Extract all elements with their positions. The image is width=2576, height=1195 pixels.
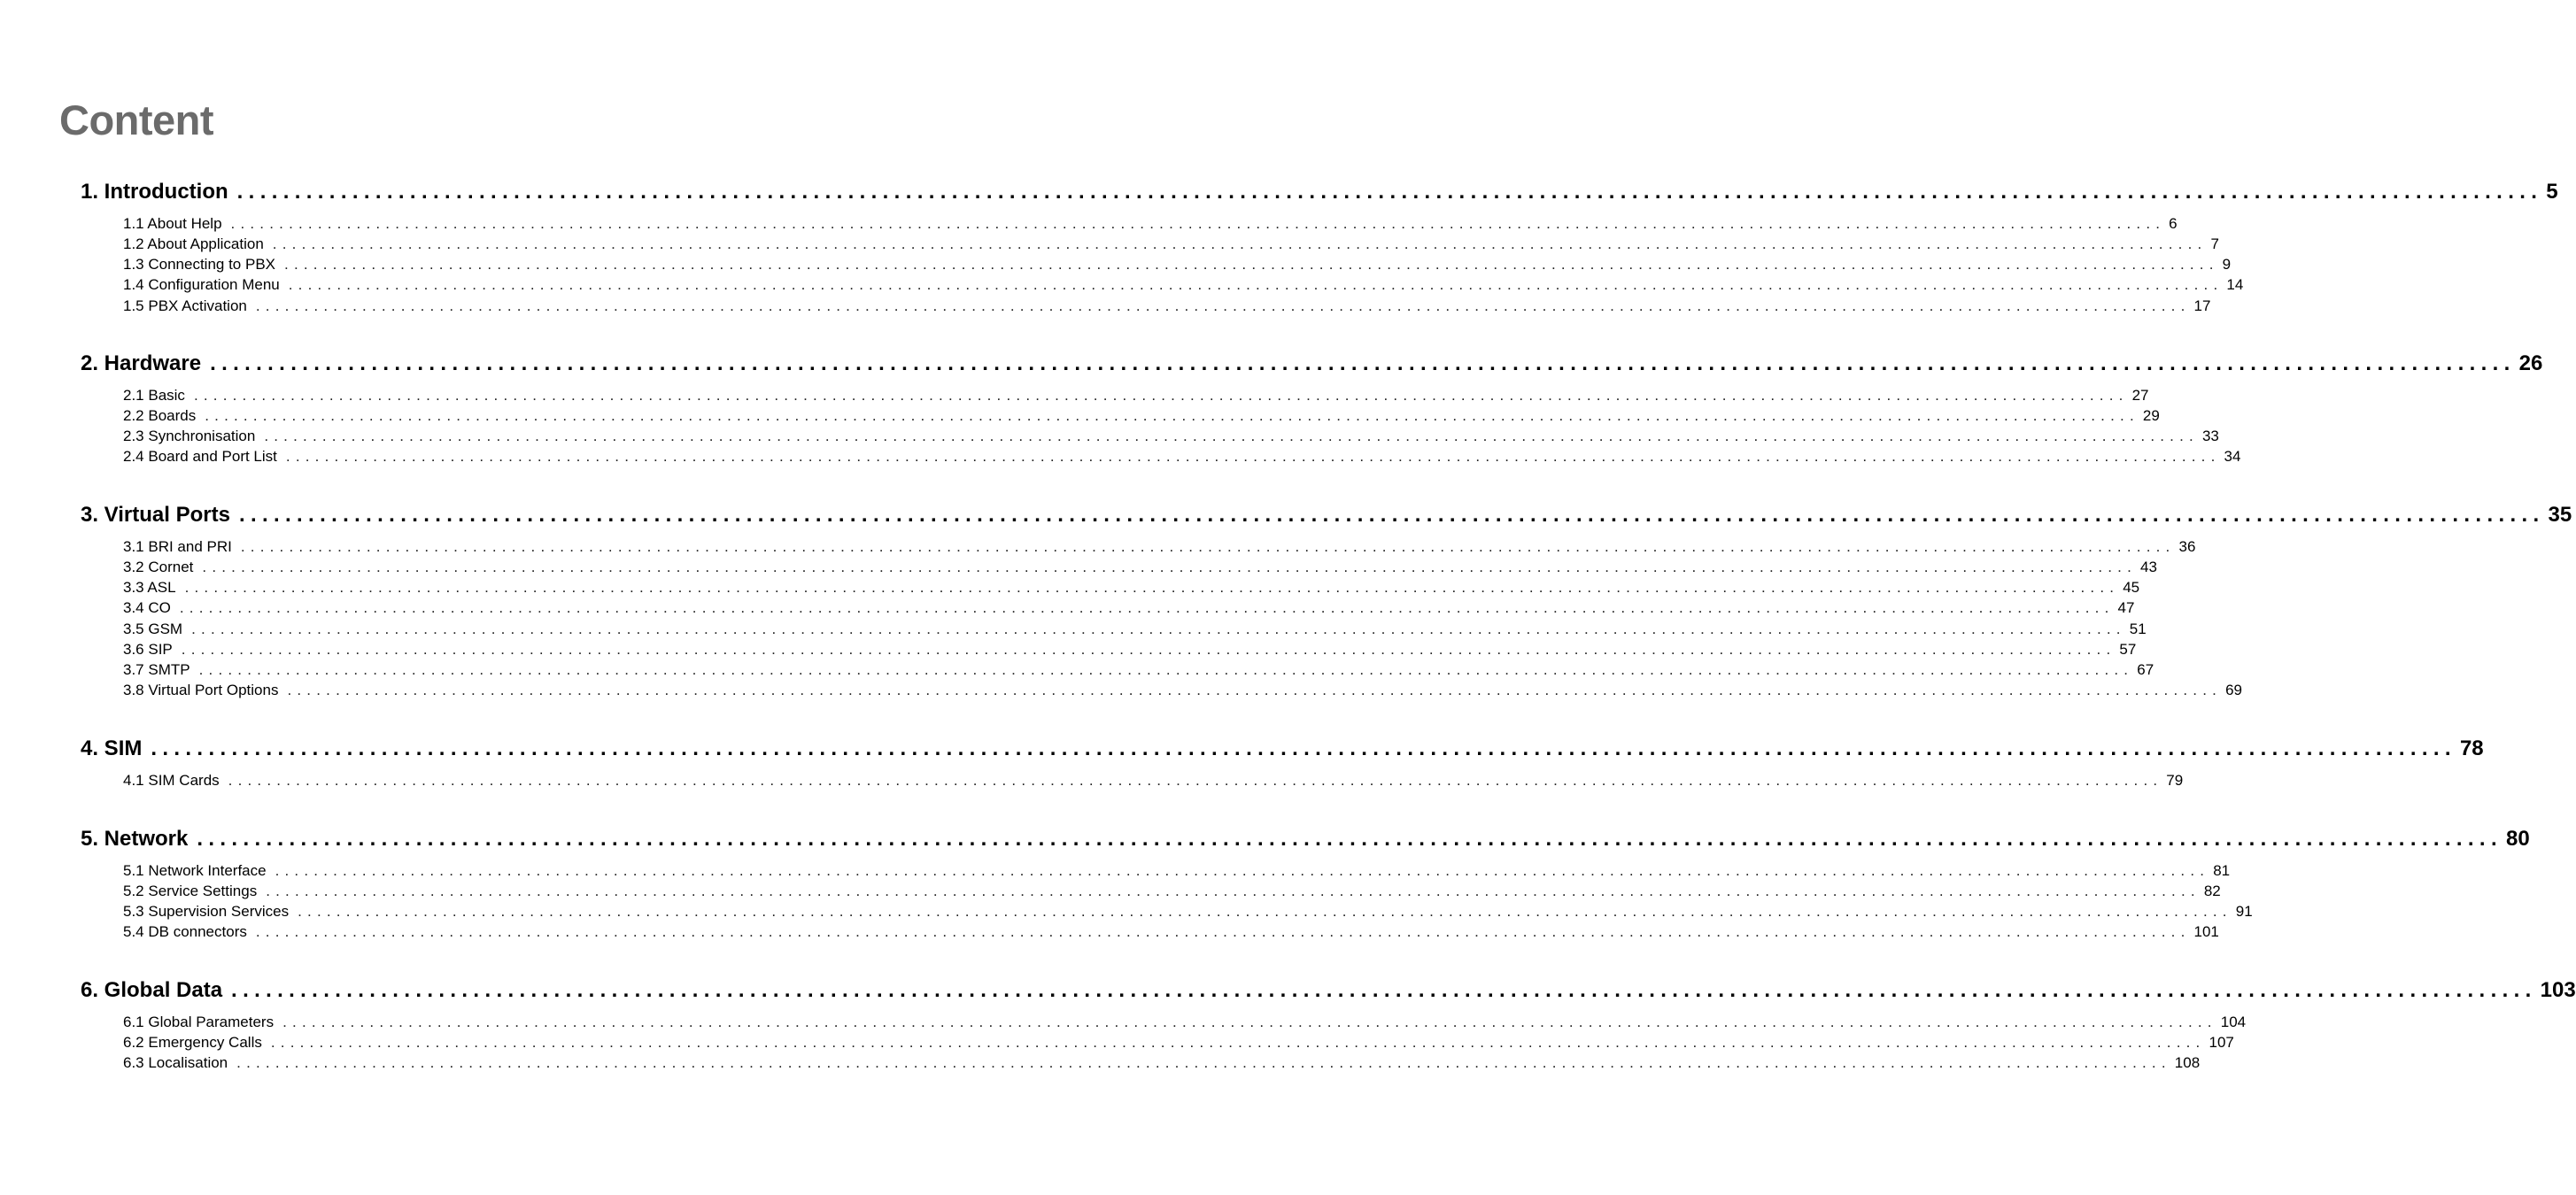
section-title: 2.2 Boards [123, 407, 197, 425]
section-page-number: 101 [2193, 923, 2219, 941]
chapter-title: 5. Network [81, 827, 189, 851]
section-page-number: 104 [2220, 1014, 2247, 1030]
toc-section-entry[interactable] [123, 1034, 2234, 1053]
toc-section-entry[interactable] [123, 297, 2211, 317]
dot-leader: ........................................................................................................................................................................................................ [181, 640, 2116, 658]
section-page-number: 43 [2140, 559, 2157, 576]
toc-section-entry[interactable] [123, 599, 2135, 619]
dot-leader: ........................................................................................................................................................................................................ [282, 1014, 2217, 1030]
toc-section-entry[interactable] [123, 620, 2147, 640]
section-page-number: 29 [2142, 407, 2160, 425]
section-title: 2.3 Synchronisation [123, 428, 256, 445]
section-page-number: 108 [2174, 1054, 2201, 1072]
toc-section-entry[interactable] [123, 579, 2140, 598]
section-title: 4.1 SIM Cards [123, 772, 220, 789]
section-page-number: 47 [2117, 599, 2135, 617]
dot-leader: ........................................................................................................................................................................................................ [230, 215, 2166, 232]
toc-chapter-entry[interactable] [81, 978, 2576, 1006]
section-title: 6.2 Emergency Calls [123, 1034, 262, 1052]
chapter-title: 2. Hardware [81, 351, 202, 375]
section-title: 1.5 PBX Activation [123, 297, 247, 314]
dot-leader: ........................................................................................................................................................................................................ [288, 276, 2224, 294]
dot-leader: ........................................................................................................................................................................................................ [205, 407, 2139, 425]
section-title: 2.1 Basic [123, 387, 185, 404]
section-title: 5.1 Network Interface [123, 862, 267, 879]
section-title: 2.4 Board and Port List [123, 448, 277, 466]
toc-section-entry[interactable] [123, 215, 2178, 235]
section-page-number: 79 [2166, 772, 2184, 789]
chapter-title: 1. Introduction [81, 180, 228, 204]
dot-leader: ........................................................................................................................................................................................................ [184, 579, 2120, 597]
dot-leader: ........................................................................................................................................................................................................ [255, 923, 2191, 941]
section-title: 1.2 About Application [123, 235, 264, 253]
dot-leader: ........................................................................................................................................................................................................ [284, 256, 2219, 274]
section-title: 3.4 CO [123, 599, 171, 617]
section-page-number: 17 [2193, 297, 2211, 314]
section-title: 3.5 GSM [123, 620, 183, 637]
chapter-page-number: 5 [2546, 180, 2558, 204]
toc-section-entry[interactable] [123, 640, 2137, 660]
dot-leader: ........................................................................................................................................................................................................ [238, 503, 2545, 527]
toc-chapter-entry[interactable] [81, 351, 2543, 380]
page-title: Content [59, 96, 214, 143]
dot-leader: ........................................................................................................................................................................................................ [151, 736, 2456, 760]
toc-chapter-entry[interactable] [81, 827, 2530, 855]
dot-leader: ........................................................................................................................................................................................................ [179, 599, 2115, 617]
section-title: 1.4 Configuration Menu [123, 276, 280, 294]
dot-leader: ........................................................................................................................................................................................................ [236, 180, 2543, 204]
section-title: 3.7 SMTP [123, 660, 190, 678]
section-page-number: 9 [2222, 256, 2232, 274]
dot-leader: ........................................................................................................................................................................................................ [266, 883, 2201, 900]
section-title: 1.3 Connecting to PBX [123, 256, 276, 274]
dot-leader: ........................................................................................................................................................................................................ [210, 351, 2516, 375]
section-title: 3.8 Virtual Port Options [123, 682, 279, 699]
toc-section-entry[interactable] [123, 682, 2243, 701]
toc-section-entry[interactable] [123, 862, 2231, 882]
section-page-number: 91 [2235, 903, 2253, 921]
dot-leader: ........................................................................................................................................................................................................ [228, 772, 2163, 789]
toc-chapter-entry[interactable] [81, 503, 2572, 531]
dot-leader: ........................................................................................................................................................................................................ [285, 448, 2221, 466]
dot-leader: ........................................................................................................................................................................................................ [275, 862, 2210, 879]
toc-section-entry[interactable] [123, 903, 2253, 922]
section-title: 3.1 BRI and PRI [123, 538, 232, 555]
chapter-title: 6. Global Data [81, 978, 223, 1002]
section-page-number: 51 [2129, 620, 2147, 637]
section-title: 5.3 Supervision Services [123, 903, 290, 921]
section-title: 3.2 Cornet [123, 559, 194, 576]
section-title: 3.6 SIP [123, 640, 173, 658]
dot-leader: ........................................................................................................................................................................................................ [198, 660, 2134, 678]
toc-section-entry[interactable] [123, 772, 2184, 791]
dot-leader: ........................................................................................................................................................................................................ [298, 903, 2232, 921]
dot-leader: ........................................................................................................................................................................................................ [236, 1054, 2171, 1072]
chapter-page-number: 78 [2459, 736, 2484, 760]
chapter-title: 4. SIM [81, 736, 143, 760]
chapter-page-number: 26 [2518, 351, 2543, 375]
section-page-number: 6 [2169, 215, 2178, 232]
toc-section-entry[interactable] [123, 559, 2157, 578]
dot-leader: ........................................................................................................................................................................................................ [202, 559, 2138, 576]
chapter-title: 3. Virtual Ports [81, 503, 230, 527]
section-title: 5.4 DB connectors [123, 923, 247, 941]
section-page-number: 27 [2131, 387, 2149, 404]
dot-leader: ........................................................................................................................................................................................................ [231, 978, 2537, 1002]
toc-section-entry[interactable] [123, 407, 2160, 427]
section-page-number: 67 [2137, 660, 2154, 678]
dot-leader: ........................................................................................................................................................................................................ [191, 620, 2126, 637]
section-title: 1.1 About Help [123, 215, 222, 232]
toc-section-entry[interactable] [123, 235, 2219, 255]
toc-section-entry[interactable] [123, 1014, 2247, 1033]
section-page-number: 81 [2213, 862, 2231, 879]
toc-section-entry[interactable] [123, 660, 2154, 681]
section-title: 6.3 Localisation [123, 1054, 228, 1072]
chapter-page-number: 35 [2548, 503, 2572, 527]
toc-section-entry[interactable] [123, 428, 2219, 447]
section-page-number: 82 [2203, 883, 2221, 900]
toc-section-entry[interactable] [123, 538, 2196, 558]
toc-chapter-entry[interactable] [81, 736, 2484, 765]
dot-leader: ........................................................................................................................................................................................................ [272, 235, 2208, 253]
toc-section-entry[interactable] [123, 448, 2241, 467]
section-page-number: 45 [2123, 579, 2140, 597]
toc-section-entry[interactable] [123, 387, 2149, 406]
toc-section-entry[interactable] [123, 1054, 2201, 1074]
dot-leader: ........................................................................................................................................................................................................ [255, 297, 2191, 314]
section-title: 6.1 Global Parameters [123, 1014, 275, 1030]
dot-leader: ........................................................................................................................................................................................................ [264, 428, 2199, 445]
toc-chapter-entry[interactable] [81, 180, 2558, 208]
dot-leader: ........................................................................................................................................................................................................ [287, 682, 2223, 699]
section-title: 5.2 Service Settings [123, 883, 258, 900]
dot-leader: ........................................................................................................................................................................................................ [270, 1034, 2206, 1052]
section-page-number: 69 [2225, 682, 2243, 699]
section-page-number: 7 [2210, 235, 2219, 253]
dot-leader: ........................................................................................................................................................................................................ [240, 538, 2176, 555]
toc-section-entry[interactable] [123, 256, 2232, 275]
section-page-number: 14 [2226, 276, 2244, 294]
toc-section-entry[interactable] [123, 276, 2244, 296]
chapter-page-number: 80 [2505, 827, 2530, 851]
section-page-number: 107 [2209, 1034, 2234, 1052]
section-page-number: 34 [2224, 448, 2241, 466]
dot-leader: ........................................................................................................................................................................................................ [197, 827, 2503, 851]
section-page-number: 57 [2119, 640, 2137, 658]
toc-section-entry[interactable] [123, 883, 2221, 902]
dot-leader: ........................................................................................................................................................................................................ [193, 387, 2129, 404]
chapter-page-number: 103 [2540, 978, 2576, 1002]
section-title: 3.3 ASL [123, 579, 176, 597]
toc-section-entry[interactable] [123, 923, 2219, 943]
section-page-number: 36 [2178, 538, 2196, 555]
section-page-number: 33 [2201, 428, 2219, 445]
